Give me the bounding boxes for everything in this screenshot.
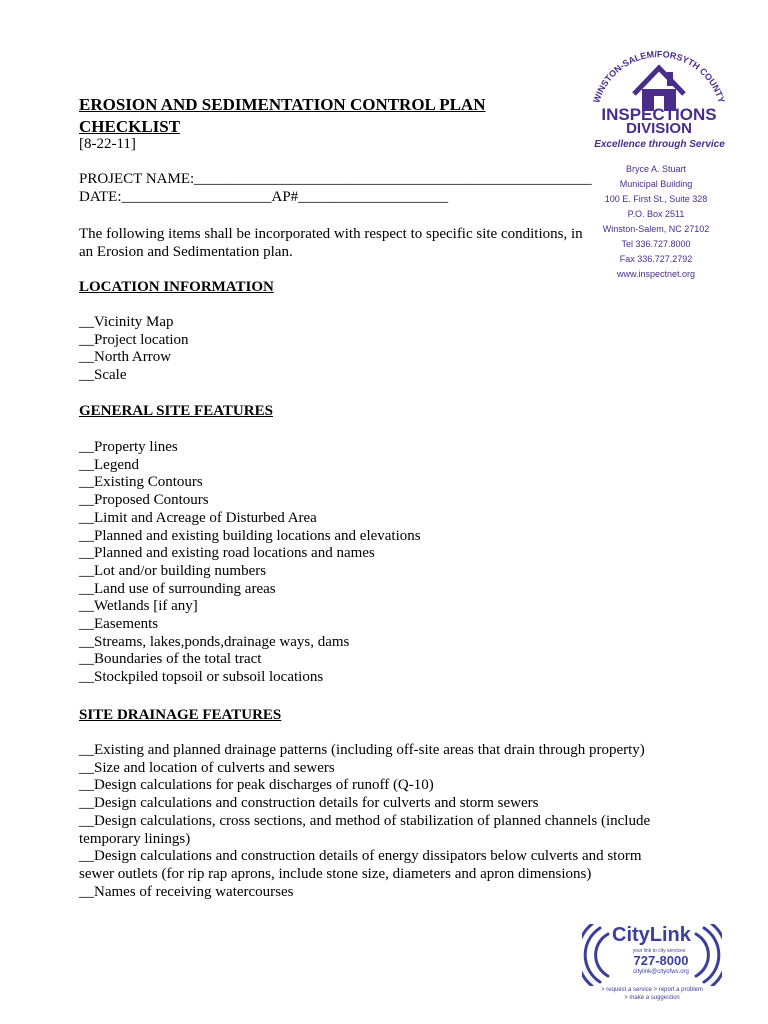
checklist-item[interactable]: __Legend [79,456,139,473]
checklist-item[interactable]: __Planned and existing road locations and names [79,545,375,562]
citylink-phone: 727-8000 [633,953,689,968]
checklist-item[interactable]: __Names of receiving watercourses [79,883,294,900]
checklist-item[interactable]: __Existing Contours [79,474,203,491]
checklist-item[interactable]: __Property lines [79,439,178,455]
checklist-item[interactable]: __Design calculations and construction details of energy dissipators below culverts and storm sewer outlets (for rip rap aprons, include stone size, diameters and apron dimensions) [79,848,642,882]
checklist-item[interactable]: __Design calculations, cross sections, and method of stabilization of planned channels (include temporary linings) [79,812,651,847]
checklist-item[interactable]: __Boundaries of the total tract [79,651,262,668]
location-heading: LOCATION INFORMATION [79,279,274,295]
address-line: Bryce A. Stuart [625,164,687,174]
checklist-item[interactable]: __Planned and existing building locations and elevations [79,527,421,544]
citylink-link[interactable]: > make a suggestion [624,995,680,1001]
checklist-item[interactable]: __Stockpiled topsoil or subsoil locations [79,669,324,686]
website-link[interactable]: www.inspectnet.org [616,269,696,279]
citylink-brand: CityLink [612,924,691,946]
checklist-item[interactable]: __Lot and/or building numbers [79,562,267,579]
intro-paragraph: The following items shall be incorporated with respect to specific site conditions, in an Erosion and Sedimentation plan. [79,226,583,260]
logo-arc-text: WINSTON-SALEM/FORSYTH COUNTY [591,49,727,105]
address-line: 100 E. First St., Suite 328 [604,194,708,204]
checklist-item[interactable]: __Scale [79,367,127,384]
logo-line2: DIVISION [626,120,692,137]
drainage-list [79,742,659,901]
house-icon [584,34,734,139]
general-list [79,439,679,687]
checklist-item[interactable]: __Size and location of culverts and sewers [79,759,335,776]
project-name-field[interactable]: PROJECT NAME:_____________________________________________________ [79,171,592,187]
checklist-item[interactable]: __Existing and planned drainage patterns (including off-site areas that drain through property) [79,742,645,758]
citylink-tagline: your link to city services [632,948,686,954]
page-title: EROSION AND SEDIMENTATION CONTROL PLAN CHECKLIST [79,95,486,136]
address-line: P.O. Box 2511 [627,209,685,219]
citylink-logo [582,920,722,1010]
logo-line1: INSPECTIONS [601,105,717,124]
checklist-item[interactable]: __Wetlands [if any] [79,598,198,615]
logo-tagline: Excellence through Service [594,139,725,150]
drainage-heading: SITE DRAINAGE FEATURES [79,707,282,723]
address-line: Municipal Building [619,179,693,189]
checklist-item[interactable]: __Proposed Contours [79,492,209,509]
inspections-logo [584,34,734,139]
checklist-item[interactable]: __Project location [79,331,189,348]
date-ap-field[interactable]: DATE:____________________AP#____________________ [79,189,449,205]
checklist-item[interactable]: __Easements [79,616,159,633]
general-heading: GENERAL SITE FEATURES [79,403,273,419]
checklist-item[interactable]: __Vicinity Map [79,314,174,330]
checklist-item[interactable]: __Limit and Acreage of Disturbed Area [79,509,317,526]
citylink-link[interactable]: > request a service > report a problem [601,987,703,993]
checklist-item[interactable]: __Land use of surrounding areas [79,580,276,597]
checklist-item[interactable]: __North Arrow [79,349,172,366]
address-line: Fax 336.727.2792 [619,254,693,264]
revision-date: [8-22-11] [79,136,136,152]
citylink-links [582,986,722,1002]
location-list [79,314,679,385]
address-line: Winston-Salem, NC 27102 [602,224,710,234]
citylink-email[interactable]: citylink@cityofws.org [633,969,689,975]
checklist-item[interactable]: __Streams, lakes,ponds,drainage ways, dams [79,633,350,650]
address-block [592,162,720,282]
address-line: Tel 336.727.8000 [621,239,691,249]
checklist-item[interactable]: __Design calculations for peak discharges of runoff (Q-10) [79,777,434,794]
checklist-item[interactable]: __Design calculations and construction details for culverts and storm sewers [79,795,539,812]
